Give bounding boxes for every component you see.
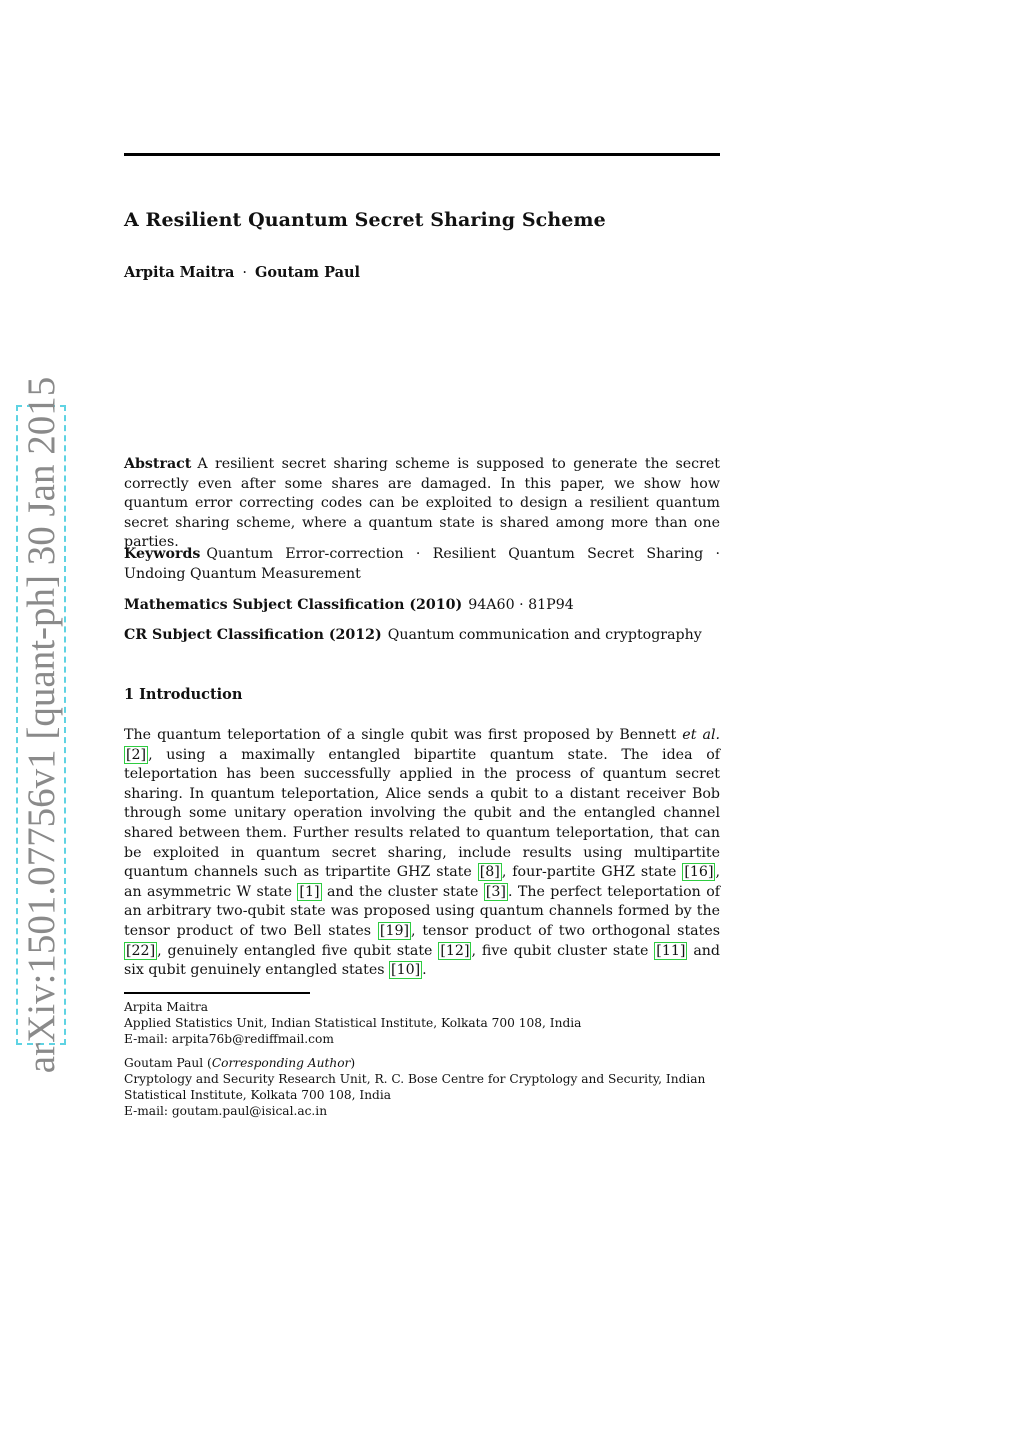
intro-text-4: , an asymmetric W state — [124, 864, 720, 900]
crsc-text: Quantum communication and cryptography — [387, 627, 702, 643]
citation-8[interactable]: [8] — [479, 864, 500, 881]
keywords-text: Quantum Error-correction · Resilient Quantum Secret Sharing · Undoing Quantum Measurement — [124, 546, 720, 582]
abstract-label: Abstract — [124, 456, 192, 472]
citation-16[interactable]: [16] — [684, 864, 714, 881]
citation-22[interactable]: [22] — [126, 942, 156, 959]
author-line — [124, 264, 360, 281]
intro-paragraph — [124, 726, 720, 981]
footnote-2-name-close: ) — [350, 1056, 356, 1070]
intro-text-5: and the cluster state — [321, 883, 484, 900]
citation-3[interactable]: [3] — [485, 883, 506, 900]
intro-text-1: The quantum teleportation of a single qubit was first proposed by Bennett — [124, 727, 683, 743]
footnote-2-affiliation: Cryptology and Security Research Unit, R. C. Bose Centre for Cryptology and Security, Indian Statistical Institute, Kolkata 700 108, India — [124, 1072, 706, 1102]
footnote-2-role: Corresponding Author — [211, 1056, 351, 1070]
citation-12[interactable]: [12] — [440, 942, 470, 959]
msc-text: 94A60 · 81P94 — [468, 597, 574, 613]
author-separator: · — [242, 265, 247, 281]
author-1: Arpita Maitra — [124, 264, 235, 281]
intro-text-11: . — [422, 962, 427, 979]
footnote-1-name: Arpita Maitra — [124, 1000, 208, 1014]
intro-text-2: , using a maximally entangled bipartite quantum state. The idea of teleportation has been successfully applied in the process of quantum secret sharing. In quantum teleportation, Alice sends a qubit to a distant receiver Bob through some unitary operation involving the qubit and the entangled channel shared between them. Further results related to quantum teleportation, that can be exploited in quantum secret sharing, include results using multipartite quantum channels such as tripartite GHZ state — [124, 746, 720, 881]
keywords-label: Keywords — [124, 546, 201, 562]
abstract-text: A resilient secret sharing scheme is supposed to generate the secret correctly even after some shares are damaged. In this paper, we show how quantum error correcting codes can be exploited to design a resilient quantum secret sharing scheme, where a quantum state is shared among more than one parties. — [124, 456, 720, 551]
arxiv-stamp: arXiv:1501.07756v1 [quant-ph] 30 Jan 2015 — [16, 405, 66, 1045]
msc-classification — [124, 596, 720, 616]
footnote-2-name: Goutam Paul ( — [124, 1056, 212, 1070]
intro-text-8: , genuinely entangled five qubit state — [157, 942, 439, 959]
crsc-label: CR Subject Classification (2012) — [124, 627, 382, 643]
keywords — [124, 545, 720, 584]
intro-text-6: . The perfect teleportation of an arbitrary two-qubit state was proposed using quantum channels formed by the tensor product of two Bell states — [124, 883, 721, 939]
msc-label: Mathematics Subject Classification (2010) — [124, 597, 463, 613]
footnote-1-email: E-mail: arpita76b@rediffmail.com — [124, 1032, 334, 1046]
footnote-rule — [124, 992, 310, 994]
footnote-author-2 — [124, 1055, 724, 1119]
intro-text-3: , four-partite GHZ state — [501, 864, 683, 881]
intro-et-al: et al. — [682, 727, 720, 743]
author-2: Goutam Paul — [254, 264, 361, 281]
cr-classification — [124, 626, 720, 646]
abstract — [124, 455, 720, 553]
footnote-author-1 — [124, 999, 724, 1047]
intro-text-10: and six qubit genuinely entangled states — [124, 942, 720, 979]
footnote-2-name-line — [124, 1055, 724, 1071]
header-rule — [124, 153, 720, 156]
citation-10[interactable]: [10] — [391, 962, 421, 979]
intro-text-9: , five qubit cluster state — [471, 942, 655, 959]
paper-title: A Resilient Quantum Secret Sharing Scheme — [124, 209, 606, 231]
citation-2[interactable]: [2] — [126, 746, 147, 763]
section-heading: 1 Introduction — [124, 686, 243, 703]
footnote-2-email: E-mail: goutam.paul@isical.ac.in — [124, 1104, 328, 1118]
footnote-1-affiliation: Applied Statistics Unit, Indian Statistical Institute, Kolkata 700 108, India — [124, 1016, 582, 1030]
intro-text-7: , tensor product of two orthogonal states — [411, 922, 720, 939]
citation-19[interactable]: [19] — [379, 922, 410, 939]
citation-1[interactable]: [1] — [299, 883, 320, 900]
citation-11[interactable]: [11] — [656, 942, 686, 959]
